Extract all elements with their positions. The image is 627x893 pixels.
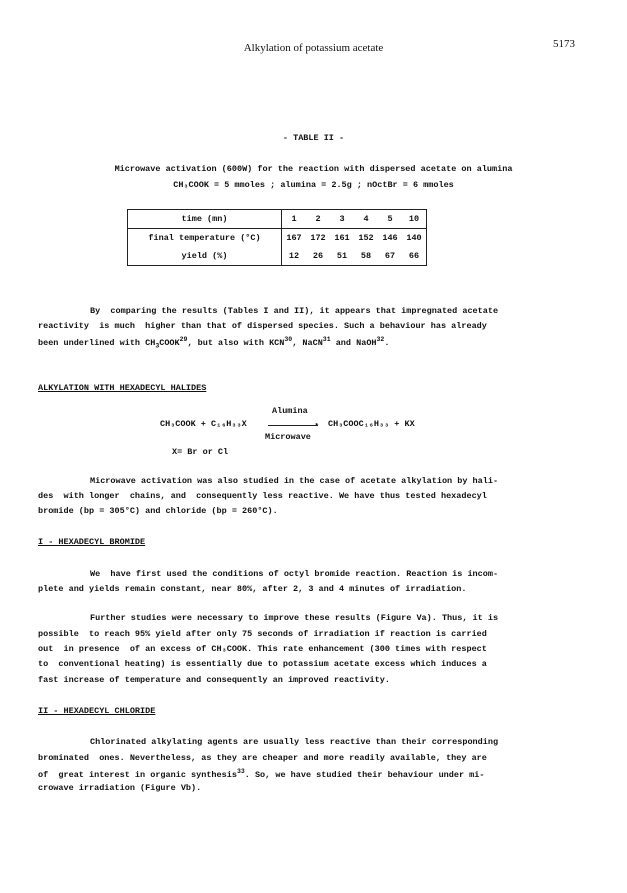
cell: 172 bbox=[310, 233, 326, 243]
citation-ref: 33 bbox=[236, 768, 245, 775]
subscript: 3 bbox=[155, 342, 160, 350]
para1-line2: reactivity is much higher than that of dispersed species. Such a behaviour has already bbox=[38, 321, 487, 331]
arrow-head-icon: ▸ bbox=[315, 421, 320, 429]
text-run: of great interest in organic synthesis bbox=[38, 769, 237, 780]
text-run: COOK bbox=[159, 337, 180, 348]
table-row bbox=[128, 247, 427, 266]
equation-x-definition: X= Br or Cl bbox=[172, 447, 229, 457]
row-label: time (mn) bbox=[128, 210, 282, 229]
cell: 146 bbox=[382, 233, 398, 243]
para5-line1: Chlorinated alkylating agents are usually less reactive than their corresponding bbox=[90, 737, 499, 747]
para4-line1: Further studies were necessary to improve these results (Figure Va). Thus, it is bbox=[90, 613, 499, 623]
row-label: yield (%) bbox=[128, 247, 282, 266]
cell: 1 bbox=[282, 210, 307, 229]
para3-line1: We have first used the conditions of octyl bromide reaction. Reaction is incom- bbox=[90, 569, 499, 579]
cell: 67 bbox=[378, 247, 402, 266]
equation-below-arrow: Microwave bbox=[265, 432, 311, 442]
table-caption-line1: Microwave activation (600W) for the reaction with dispersed acetate on alumina bbox=[114, 164, 513, 174]
cell: 66 bbox=[402, 247, 427, 266]
cell: 161 bbox=[334, 233, 350, 243]
equation-above-arrow: Alumina bbox=[272, 406, 308, 416]
para4-line5: fast increase of temperature and consequently an improved reactivity. bbox=[38, 675, 390, 685]
para5-line3 bbox=[38, 768, 570, 780]
text-run: . So, we have studied their behaviour under mi- bbox=[244, 769, 485, 780]
para4-line4: to conventional heating) is essentially due to potassium acetate excess which induces a bbox=[38, 659, 487, 669]
citation-ref: 31 bbox=[322, 336, 331, 343]
page-number: 5173 bbox=[553, 38, 575, 50]
cell: 51 bbox=[330, 247, 354, 266]
para1-line1: By comparing the results (Tables I and II), it appears that impregnated acetate bbox=[90, 306, 499, 316]
text-run: . bbox=[384, 337, 390, 348]
equation-rhs: CH₃COOC₁₆H₃₃ + KX bbox=[328, 419, 415, 429]
cell: 167 bbox=[286, 233, 302, 243]
cell: 2 bbox=[306, 210, 330, 229]
para1-line3 bbox=[38, 336, 570, 350]
reaction-arrow bbox=[268, 425, 318, 426]
para2-line3: bromide (bp = 305°C) and chloride (bp = 260°C). bbox=[38, 506, 278, 516]
data-table bbox=[127, 209, 427, 266]
cell: 58 bbox=[354, 247, 378, 266]
para4-line2: possible to reach 95% yield after only 75 seconds of irradiation if reaction is carried bbox=[38, 629, 487, 639]
citation-ref: 30 bbox=[284, 336, 293, 343]
section-heading-alkylation: ALKYLATION WITH HEXADECYL HALIDES bbox=[38, 383, 207, 393]
equation-lhs: CH₃COOK + C₁₆H₃₃X bbox=[160, 419, 247, 429]
text-run: , but also with KCN bbox=[187, 337, 285, 348]
para5-line2: brominated ones. Nevertheless, as they are cheaper and more readily available, they are bbox=[38, 753, 487, 763]
citation-ref: 32 bbox=[376, 336, 385, 343]
cell: 26 bbox=[306, 247, 330, 266]
text-run: and NaOH bbox=[330, 337, 377, 348]
para4-line3: out in presence of an excess of CH₃COOK. This rate enhancement (300 times with respect bbox=[38, 644, 487, 654]
cell: 4 bbox=[354, 210, 378, 229]
para5-line4: crowave irradiation (Figure Vb). bbox=[38, 783, 202, 793]
text-run: been underlined with CH bbox=[38, 337, 156, 348]
cell: 12 bbox=[282, 247, 307, 266]
cell: 152 bbox=[358, 233, 374, 243]
citation-ref: 29 bbox=[179, 336, 188, 343]
cell: 5 bbox=[378, 210, 402, 229]
table-row bbox=[128, 229, 427, 248]
table-caption-line2: CH₃COOK = 5 mmoles ; alumina = 2.5g ; nOctBr = 6 mmoles bbox=[173, 180, 454, 190]
text-run: , NaCN bbox=[292, 337, 323, 348]
running-title: Alkylation of potassium acetate bbox=[243, 42, 384, 54]
cell: 10 bbox=[402, 210, 427, 229]
cell: 3 bbox=[330, 210, 354, 229]
para2-line2: des with longer chains, and consequently less reactive. We have thus tested hexadecyl bbox=[38, 491, 487, 501]
para2-line1: Microwave activation was also studied in the case of acetate alkylation by hali- bbox=[90, 476, 499, 486]
table-row bbox=[128, 210, 427, 229]
section-heading-bromide: I - HEXADECYL BROMIDE bbox=[38, 537, 146, 547]
section-heading-chloride: II - HEXADECYL CHLORIDE bbox=[38, 706, 156, 716]
table-label: - TABLE II - bbox=[282, 133, 345, 143]
cell: 140 bbox=[402, 229, 427, 248]
para3-line2: plete and yields remain constant, near 80%, after 2, 3 and 4 minutes of irradiation. bbox=[38, 584, 467, 594]
row-label: final temperature (°C) bbox=[128, 229, 282, 248]
